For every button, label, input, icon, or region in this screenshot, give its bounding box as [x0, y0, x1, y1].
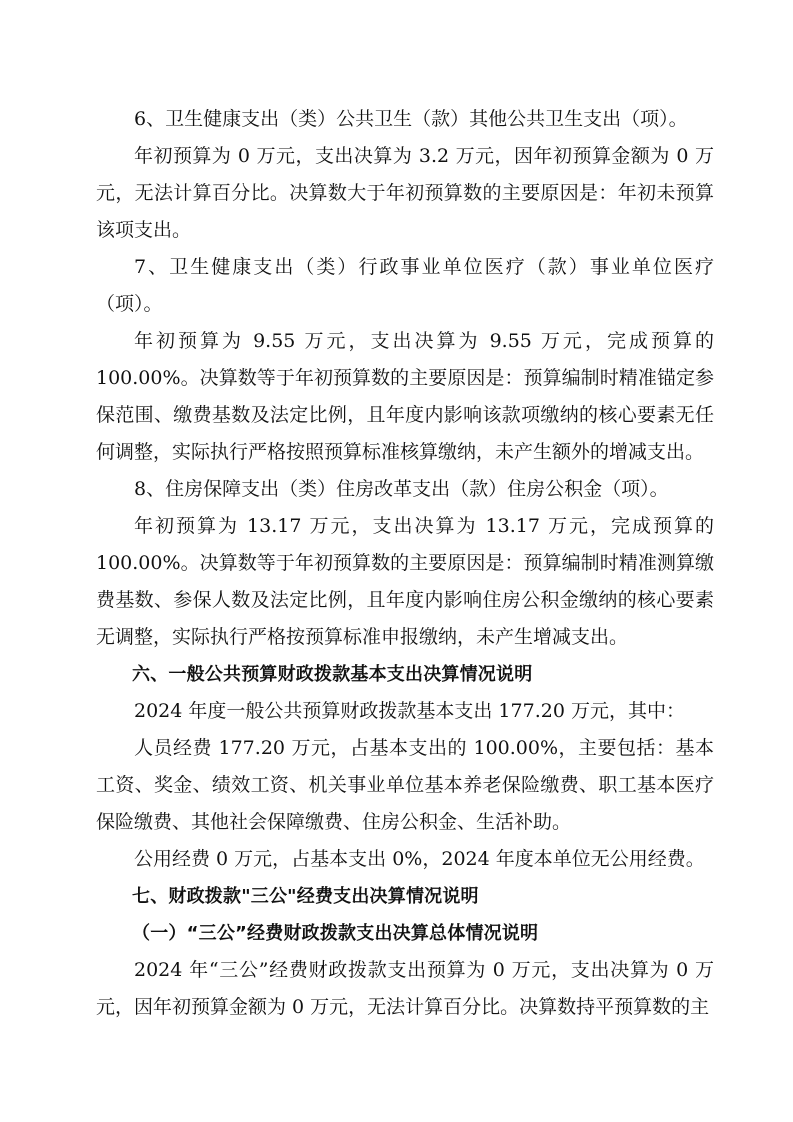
paragraph-public-expenses: 公用经费 0 万元，占基本支出 0%，2024 年度本单位无公用经费。 [134, 848, 705, 870]
section-heading-three-public: 七、财政拨款"三公"经费支出决算情况说明 [132, 886, 479, 907]
paragraph-three-public-overview: 2024 年“三公”经费财政拨款支出预算为 0 万元，支出决算为 0 万元，因年初预算金额为 0 万元，无法计算百分比。决算数持平预算数的主 [96, 959, 714, 1018]
item-heading-health-medical: 7、卫生健康支出（类）行政事业单位医疗（款）事业单位医疗（项）。 [96, 256, 714, 315]
item-heading-health-public: 6、卫生健康支出（类）公共卫生（款）其他公共卫生支出（项）。 [134, 108, 688, 130]
item-heading-housing-fund: 8、住房保障支出（类）住房改革支出（款）住房公积金（项）。 [134, 478, 669, 500]
paragraph-housing-fund-budget: 年初预算为 13.17 万元，支出决算为 13.17 万元，完成预算的 100.00%。决算数等于年初预算数的主要原因是：预算编制时精准测算缴费基数、参保人数及法定比例，且年度内影响住房公积金缴纳的核心要素无调整，实际执行严格按预算标准申报缴纳，未产生增减支出。 [96, 515, 714, 648]
subsection-heading-three-public-overview: （一）“三公”经费财政拨款支出决算总体情况说明 [132, 923, 539, 944]
paragraph-health-medical-budget: 年初预算为 9.55 万元，支出决算为 9.55 万元，完成预算的 100.00%。决算数等于年初预算数的主要原因是：预算编制时精准锚定参保范围、缴费基数及法定比例，且年度内影响该款项缴纳的核心要素无任何调整，实际执行严格按照预算标准核算缴纳，未产生额外的增减支出。 [96, 330, 714, 463]
document-body [96, 101, 714, 1026]
paragraph-personnel-expenses: 人员经费 177.20 万元，占基本支出的 100.00%，主要包括：基本工资、奖金、绩效工资、机关事业单位基本养老保险缴费、职工基本医疗保险缴费、其他社会保障缴费、住房公积金、生活补助。 [96, 737, 714, 833]
section-heading-basic-expenditure: 六、一般公共预算财政拨款基本支出决算情况说明 [132, 664, 533, 685]
paragraph-basic-expenditure-total: 2024 年度一般公共预算财政拨款基本支出 177.20 万元，其中： [134, 700, 685, 722]
paragraph-health-public-budget: 年初预算为 0 万元，支出决算为 3.2 万元，因年初预算金额为 0 万元，无法计算百分比。决算数大于年初预算数的主要原因是：年初未预算该项支出。 [96, 145, 714, 241]
